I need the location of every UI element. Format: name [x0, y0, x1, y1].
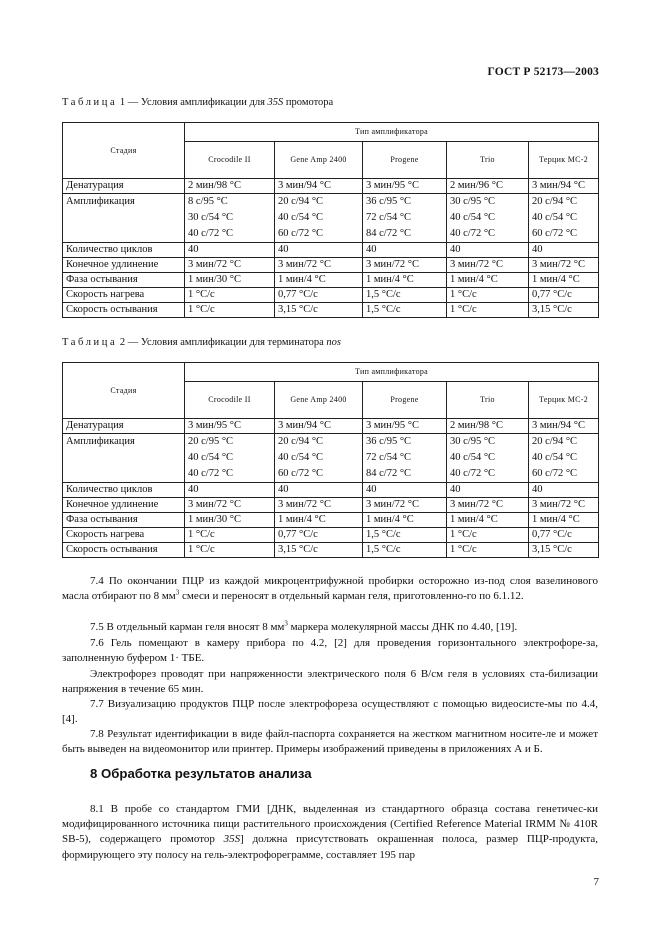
cell-line: 3 мин/72 °С — [366, 499, 420, 510]
value-cell — [529, 498, 599, 513]
cell-line: 20 с/94 °С — [532, 196, 578, 207]
p76-text: 7.6 Гель помещают в камеру прибора по 4.2, [2] для проведения горизонтального электрофоре-за, заполненную буфером 1· ТБЕ. — [62, 637, 598, 665]
value-cell — [529, 513, 599, 528]
cell-line: 2 мин/98 °С — [188, 180, 242, 191]
cell-line: 3,15 °С/с — [532, 544, 572, 555]
value-cell — [185, 513, 275, 528]
cell-line: 20 с/94 °С — [278, 196, 324, 207]
cell-line: 40 — [450, 244, 461, 255]
column-header: Progene — [363, 142, 447, 179]
stage-cell: Скорость нагрева — [63, 288, 185, 303]
cell-line: 1 °С/с — [188, 544, 215, 555]
paragraph-7-6 — [62, 636, 598, 666]
value-cell — [529, 543, 599, 558]
cell-line: 3 мин/95 °С — [366, 180, 420, 191]
value-cell — [363, 528, 447, 543]
cell-line: 3 мин/94 °С — [278, 420, 332, 431]
value-cell — [529, 243, 599, 258]
page-number: 7 — [593, 876, 599, 888]
value-cell — [529, 258, 599, 273]
table-row — [63, 303, 599, 318]
table-row — [63, 543, 599, 558]
cell-line: 0,77 °С/с — [532, 289, 572, 300]
cell-line: 1 °С/с — [188, 529, 215, 540]
column-header: Терцик МС-2 — [529, 142, 599, 179]
cell-line: 20 с/95 °С — [188, 436, 234, 447]
paragraph-7-8 — [62, 727, 598, 757]
table1-caption-text: 1 — Условия амплификации для — [117, 97, 268, 108]
cell-line: 3 мин/94 °С — [532, 180, 586, 191]
cell-line: 3 мин/72 °С — [450, 499, 504, 510]
cell-line: 3 мин/72 °С — [532, 499, 586, 510]
cell-line: 40 с/54 °С — [450, 212, 496, 223]
cell-line: 1 °С/с — [450, 544, 477, 555]
value-cell — [185, 483, 275, 498]
p81-text-a: 8.1 В пробе со стандартом ГМИ [ДНК, выделенная из стандартного образца состава генетичес-ки модифицированного источника пищи растительного происхождения (Certified Reference Material IRMM № 410R SB-5), содержащего промотор — [62, 803, 598, 846]
column-header: Trio — [447, 142, 529, 179]
cell-line: 1 мин/4 °С — [450, 514, 498, 525]
table-row — [63, 513, 599, 528]
cell-line: 60 с/72 °С — [278, 468, 324, 479]
cell-line: 1,5 °С/с — [366, 289, 401, 300]
stage-cell: Амплификация — [63, 434, 185, 483]
stage-header: Стадия — [63, 363, 185, 419]
table-row — [63, 258, 599, 273]
cell-line: 3 мин/72 °С — [188, 499, 242, 510]
standard-number: ГОСТ Р 52173—2003 — [487, 66, 599, 78]
cell-line: 3 мин/94 °С — [278, 180, 332, 191]
stage-cell: Количество циклов — [63, 243, 185, 258]
value-cell — [529, 179, 599, 194]
cell-line: 1 мин/30 °С — [188, 514, 242, 525]
table1-caption-tail: промотора — [283, 97, 334, 108]
column-header: Crocodile II — [185, 142, 275, 179]
cell-line: 1 °С/с — [188, 304, 215, 315]
value-cell — [363, 258, 447, 273]
value-cell — [275, 528, 363, 543]
p75-text-a: 7.5 В отдельный карман геля вносят 8 мм — [90, 621, 285, 633]
cell-line: 36 с/95 °С — [366, 436, 412, 447]
cell-line: 3,15 °С/с — [278, 544, 318, 555]
table-row — [63, 483, 599, 498]
stage-cell: Скорость остывания — [63, 543, 185, 558]
cell-line: 3 мин/95 °С — [188, 420, 242, 431]
value-cell — [447, 434, 529, 483]
table-row — [63, 194, 599, 243]
cell-line: 1 °С/с — [450, 289, 477, 300]
cell-line: 60 с/72 °С — [278, 228, 324, 239]
cell-line: 1 мин/4 °С — [278, 274, 326, 285]
cell-line: 2 мин/96 °С — [450, 180, 504, 191]
cell-line: 1 мин/4 °С — [450, 274, 498, 285]
cell-line: 3 мин/72 °С — [278, 499, 332, 510]
p74-text-a: 7.4 По окончании ПЦР из каждой микроцентрифужной пробирки осторожно из-под слоя вазелинового масла отбирают по 8 мм — [62, 575, 598, 603]
value-cell — [363, 243, 447, 258]
value-cell — [185, 498, 275, 513]
value-cell — [363, 303, 447, 318]
cell-line: 8 с/95 °С — [188, 196, 228, 207]
p74-sup: 3 — [175, 588, 180, 597]
value-cell — [363, 434, 447, 483]
value-cell — [363, 288, 447, 303]
cell-line: 40 с/54 °С — [278, 212, 324, 223]
cell-line: 30 с/54 °С — [188, 212, 234, 223]
cell-line: 1 мин/4 °С — [278, 514, 326, 525]
paragraph-8-1 — [62, 802, 598, 863]
stage-cell: Конечное удлинение — [63, 258, 185, 273]
value-cell — [363, 194, 447, 243]
value-cell — [185, 434, 275, 483]
value-cell — [185, 258, 275, 273]
table2 — [62, 362, 599, 558]
value-cell — [363, 498, 447, 513]
value-cell — [275, 543, 363, 558]
stage-cell: Скорость нагрева — [63, 528, 185, 543]
table1 — [62, 122, 599, 318]
table1-caption-italic: 35S — [267, 97, 284, 108]
value-cell — [275, 419, 363, 434]
value-cell — [275, 498, 363, 513]
value-cell — [447, 528, 529, 543]
value-cell — [447, 498, 529, 513]
value-cell — [529, 434, 599, 483]
cell-line: 3,15 °С/с — [532, 304, 572, 315]
cell-line: 3 мин/72 °С — [188, 259, 242, 270]
cell-line: 84 с/72 °С — [366, 228, 412, 239]
value-cell — [185, 303, 275, 318]
stage-cell: Фаза остывания — [63, 513, 185, 528]
value-cell — [529, 288, 599, 303]
stage-cell: Денатурация — [63, 179, 185, 194]
cell-line: 40 с/54 °С — [188, 452, 234, 463]
cell-line: 40 — [532, 484, 543, 495]
cell-line: 40 — [532, 244, 543, 255]
cell-line: 40 — [188, 484, 199, 495]
cell-line: 30 с/95 °С — [450, 196, 496, 207]
value-cell — [363, 513, 447, 528]
value-cell — [447, 179, 529, 194]
paragraph-7-4 — [62, 574, 598, 604]
table-row — [63, 419, 599, 434]
table-row — [63, 273, 599, 288]
value-cell — [363, 179, 447, 194]
cell-line: 1 мин/4 °С — [532, 514, 580, 525]
stage-header: Стадия — [63, 123, 185, 179]
paragraph-7-7 — [62, 697, 598, 727]
cell-line: 1 °С/с — [450, 304, 477, 315]
table-row — [63, 498, 599, 513]
cell-line: 1,5 °С/с — [366, 304, 401, 315]
cell-line: 1,5 °С/с — [366, 544, 401, 555]
cell-line: 20 с/94 °С — [532, 436, 578, 447]
stage-cell: Амплификация — [63, 194, 185, 243]
table1-caption — [62, 97, 333, 108]
value-cell — [447, 419, 529, 434]
cell-line: 72 с/54 °С — [366, 452, 412, 463]
p81-italic: 35S — [223, 833, 241, 846]
table1-caption-word: Таблица — [62, 97, 118, 108]
stage-cell: Конечное удлинение — [63, 498, 185, 513]
value-cell — [529, 528, 599, 543]
cell-line: 0,77 °С/с — [278, 289, 318, 300]
value-cell — [529, 419, 599, 434]
column-header: Trio — [447, 382, 529, 419]
column-header: Gene Amp 2400 — [275, 142, 363, 179]
value-cell — [447, 288, 529, 303]
cell-line: 0,77 °С/с — [532, 529, 572, 540]
cell-line: 40 с/72 °С — [188, 228, 234, 239]
value-cell — [185, 419, 275, 434]
table2-caption — [62, 337, 341, 348]
cell-line: 84 с/72 °С — [366, 468, 412, 479]
value-cell — [447, 543, 529, 558]
value-cell — [363, 483, 447, 498]
paragraph-electrophoresis — [62, 667, 598, 697]
p74-text-b: смеси и переносят в отдельный карман геля, приготовленно-го по 6.1.12. — [179, 590, 524, 603]
cell-line: 40 с/54 °С — [532, 452, 578, 463]
p75-sup: 3 — [284, 619, 288, 628]
value-cell — [447, 513, 529, 528]
cell-line: 40 с/72 °С — [450, 228, 496, 239]
table2-caption-text: 2 — Условия амплификации для терминатора — [117, 337, 327, 348]
value-cell — [185, 543, 275, 558]
stage-cell: Фаза остывания — [63, 273, 185, 288]
value-cell — [185, 243, 275, 258]
cell-line: 30 с/95 °С — [450, 436, 496, 447]
cell-line: 40 с/54 °С — [532, 212, 578, 223]
cell-line: 0,77 °С/с — [278, 529, 318, 540]
value-cell — [275, 194, 363, 243]
cell-line: 72 с/54 °С — [366, 212, 412, 223]
amplifier-type-header: Тип амплификатора — [185, 123, 599, 142]
cell-line: 1 °С/с — [188, 289, 215, 300]
cell-line: 60 с/72 °С — [532, 468, 578, 479]
value-cell — [185, 528, 275, 543]
value-cell — [275, 179, 363, 194]
p78-text: 7.8 Результат идентификации в виде файл-паспорта сохраняется на жестком магнитном носите-ле и может быть выведен на видеомонитор или принтер. Примеры изображений приведены в приложениях А и Б. — [62, 728, 598, 756]
value-cell — [447, 273, 529, 288]
amplifier-type-header: Тип амплификатора — [185, 363, 599, 382]
cell-line: 40 с/72 °С — [450, 468, 496, 479]
cell-line: 3 мин/72 °С — [278, 259, 332, 270]
p75-text-b: маркера молекулярной массы ДНК по 4.40, [19]. — [287, 621, 518, 633]
table2-caption-italic: nos — [326, 337, 341, 348]
value-cell — [275, 288, 363, 303]
value-cell — [447, 243, 529, 258]
cell-line: 40 — [278, 484, 289, 495]
cell-line: 1 °С/с — [450, 529, 477, 540]
value-cell — [185, 194, 275, 243]
table-row — [63, 288, 599, 303]
cell-line: 3 мин/72 °С — [450, 259, 504, 270]
cell-line: 60 с/72 °С — [532, 228, 578, 239]
value-cell — [185, 179, 275, 194]
table-row — [63, 179, 599, 194]
value-cell — [275, 243, 363, 258]
table-row — [63, 528, 599, 543]
cell-line: 1 мин/30 °С — [188, 274, 242, 285]
value-cell — [363, 419, 447, 434]
cell-line: 3 мин/72 °С — [532, 259, 586, 270]
cell-line: 20 с/94 °С — [278, 436, 324, 447]
value-cell — [275, 483, 363, 498]
value-cell — [275, 434, 363, 483]
cell-line: 40 — [188, 244, 199, 255]
stage-cell: Скорость остывания — [63, 303, 185, 318]
cell-line: 40 с/72 °С — [188, 468, 234, 479]
cell-line: 36 с/95 °С — [366, 196, 412, 207]
cell-line: 1 мин/4 °С — [532, 274, 580, 285]
paragraph-7-5 — [62, 620, 598, 635]
p77-text: 7.7 Визуализацию продуктов ПЦР после электрофореза осуществляют с помощью видеосисте-мы по 4.4, [4]. — [62, 698, 598, 726]
cell-line: 1,5 °С/с — [366, 529, 401, 540]
value-cell — [447, 194, 529, 243]
cell-line: 40 — [278, 244, 289, 255]
value-cell — [447, 258, 529, 273]
stage-cell: Денатурация — [63, 419, 185, 434]
cell-line: 1 мин/4 °С — [366, 274, 414, 285]
section-8-heading: 8 Обработка результатов анализа — [90, 766, 312, 781]
cell-line: 3 мин/95 °С — [366, 420, 420, 431]
p-ef-text: Электрофорез проводят при напряженности электрического поля 6 В/см геля в условиях ста-билизации напряжения в течение 65 мин. — [62, 668, 598, 696]
cell-line: 40 с/54 °С — [450, 452, 496, 463]
cell-line: 40 — [450, 484, 461, 495]
cell-line: 3 мин/72 °С — [366, 259, 420, 270]
column-header: Gene Amp 2400 — [275, 382, 363, 419]
table2-caption-word: Таблица — [62, 337, 118, 348]
cell-line: 40 — [366, 484, 377, 495]
cell-line: 1 мин/4 °С — [366, 514, 414, 525]
value-cell — [185, 273, 275, 288]
cell-line: 3 мин/94 °С — [532, 420, 586, 431]
value-cell — [275, 273, 363, 288]
value-cell — [529, 273, 599, 288]
table-row — [63, 243, 599, 258]
cell-line: 2 мин/98 °С — [450, 420, 504, 431]
value-cell — [447, 303, 529, 318]
cell-line: 40 — [366, 244, 377, 255]
value-cell — [363, 273, 447, 288]
value-cell — [529, 483, 599, 498]
p81-text-b: ] должна присутствовать окрашенная полоса, размер ПЦР-продукта, формирующего эту полосу на гель-электрофореграмме, составляет 195 пар — [62, 833, 598, 861]
table-row — [63, 434, 599, 483]
value-cell — [185, 288, 275, 303]
value-cell — [447, 483, 529, 498]
cell-line: 40 с/54 °С — [278, 452, 324, 463]
value-cell — [529, 194, 599, 243]
value-cell — [363, 543, 447, 558]
value-cell — [529, 303, 599, 318]
column-header: Progene — [363, 382, 447, 419]
column-header: Crocodile II — [185, 382, 275, 419]
column-header: Терцик МС-2 — [529, 382, 599, 419]
value-cell — [275, 513, 363, 528]
value-cell — [275, 303, 363, 318]
value-cell — [275, 258, 363, 273]
stage-cell: Количество циклов — [63, 483, 185, 498]
cell-line: 3,15 °С/с — [278, 304, 318, 315]
